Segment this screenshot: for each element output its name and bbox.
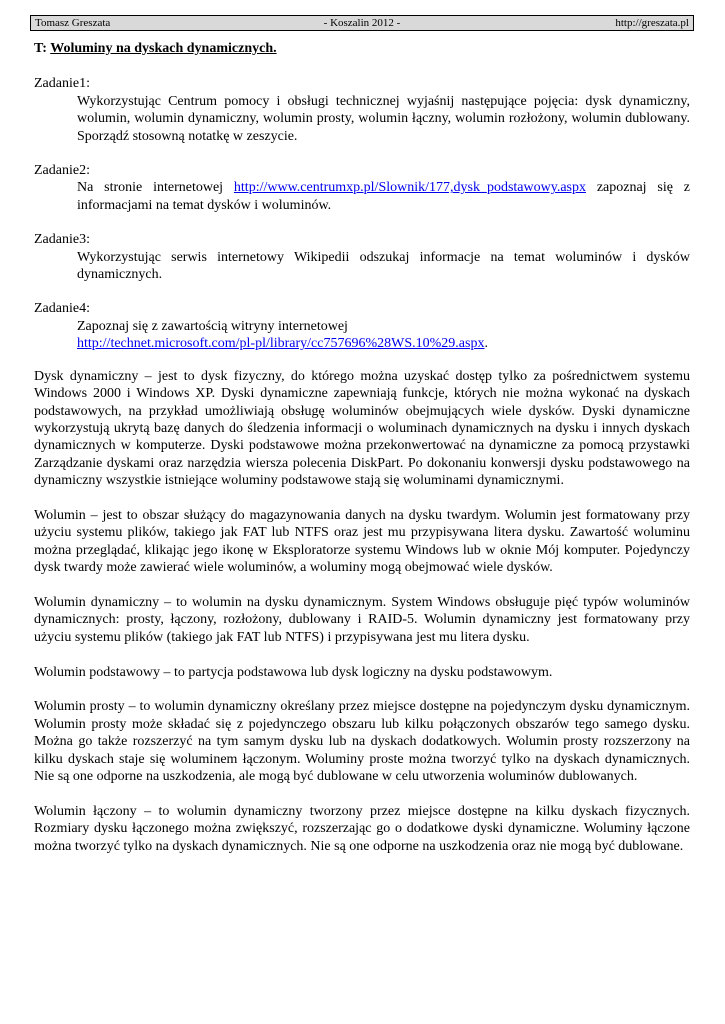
paragraph-wolumin: Wolumin – jest to obszar służący do magazynowania danych na dysku twardym. Wolumin jest formatowany przy użyciu systemu plików, takiego jak FAT lub NTFS oraz jest mu przypisywana litera dysku. Zawartość woluminu można przeglądać, klikając jego ikonę w Eksploratorze systemu Windows lub w oknie Mój komputer. Pojedynczy dysk twardy może zawierać wiele woluminów, a woluminy mogą obejmować wiele dysków. (34, 507, 690, 576)
task-1 (34, 75, 690, 145)
paragraph-wolumin-prosty: Wolumin prosty – to wolumin dynamiczny określany przez miejsce dostępne na pojedynczym dysku dynamicznym. Wolumin prosty może składać się z pojedynczego obszaru lub kilku połączonych obszarów tego samego dysku. Można go także rozszerzyć na tym samym dysku lub na dyskach dodatkowych. Wolumin prosty rozszerzony na kilku dyskach staje się woluminem łączonym. Woluminy proste można tworzyć tylko na dyskach dynamicznych. Nie są one odporne na uszkodzenia, ale mogą być dublowane w celu utworzenia woluminów dublowanych. (34, 699, 690, 784)
task-text: Wykorzystując serwis internetowy Wikipedii odszukaj informacje na temat woluminów i dysków dynamicznych. (77, 249, 690, 283)
page-header (30, 15, 694, 31)
task-text (77, 318, 690, 353)
header-center: - Koszalin 2012 - (323, 17, 401, 29)
task-label: Zadanie4: (34, 301, 90, 317)
task-text-before: Na stronie internetowej (77, 180, 234, 196)
task-text-after: . (484, 336, 488, 352)
paragraph-dysk-dynamiczny: Dysk dynamiczny – jest to dysk fizyczny, do którego można uzyskać dostęp tylko za pośrednictwem systemu Windows 2000 i Windows XP. Dyski dynamiczne zapewniają funkcje, których nie można wykonać na dyskach podstawowych, na przykład umożliwiają obsługę woluminów obejmujących wiele dysków. Dyski dynamiczne wykorzystują ukrytą bazę danych do śledzenia informacji o woluminach dynamicznych na dysku i innych dyskach dynamicznych w komputerze. Dyski podstawowe można przekonwertować na dynamiczne za pomocą przystawki Zarządzanie dyskami oraz narzędzia wiersza polecenia DiskPart. Po dokonaniu konwersji dysku podstawowego na dynamiczny wszystkie istniejące woluminy podstawowe stają się woluminami dynamicznymi. (34, 368, 690, 489)
technet-link[interactable]: http://technet.microsoft.com/pl-pl/library/cc757696%28WS.10%29.aspx (77, 336, 485, 352)
task-text-after: zapoznaj się z informacjami na temat dysków i woluminów. (77, 180, 691, 213)
task-label: Zadanie2: (34, 163, 90, 179)
task-4 (34, 300, 690, 352)
paragraph-wolumin-laczony: Wolumin łączony – to wolumin dynamiczny tworzony przez miejsce dostępne na kilku dyskach fizycznych. Rozmiary dysku łączonego można zwiększyć, rozszerzając go o dodatkowe dyski dynamiczne. Woluminy łączone można tworzyć tylko na dyskach dynamicznych. Nie są one odporne na uszkodzenia oraz nie mogą być dublowane. (34, 803, 690, 854)
task-text: Wykorzystując Centrum pomocy i obsługi technicznej wyjaśnij następujące pojęcia: dysk dynamiczny, wolumin, wolumin dynamiczny, wolumin prosty, wolumin łączny, wolumin rozłożony, wolumin dublowany. Sporządź stosowną notatkę w zeszycie. (77, 93, 690, 144)
task-2 (34, 162, 690, 214)
task-label: Zadanie3: (34, 232, 90, 248)
centrumxp-link[interactable]: http://www.centrumxp.pl/Slownik/177,dysk_podstawowy.aspx (233, 180, 586, 196)
document-body (34, 40, 690, 872)
task-3 (34, 231, 690, 283)
task-text-before: Zapoznaj się z zawartością witryny internetowej (77, 318, 348, 334)
task-label: Zadanie1: (34, 76, 90, 92)
task-text (77, 179, 690, 214)
header-author: Tomasz Greszata (35, 17, 111, 29)
title-text: Woluminy na dyskach dynamicznych. (50, 41, 277, 56)
paragraph-wolumin-dynamiczny: Wolumin dynamiczny – to wolumin na dysku dynamicznym. System Windows obsługuje pięć typów woluminów dynamicznych: prosty, łączony, rozłożony, dublowany i RAID-5. Wolumin dynamiczny jest formatowany przy użyciu systemu plików (takiego jak FAT lub NTFS) i przypisywana jest mu litera dysku. (34, 594, 690, 645)
paragraph-wolumin-podstawowy: Wolumin podstawowy – to partycja podstawowa lub dysk logiczny na dysku podstawowym. (34, 664, 553, 680)
page-title (34, 40, 690, 57)
header-site: http://greszata.pl (615, 17, 689, 29)
title-prefix: T: (34, 41, 51, 56)
